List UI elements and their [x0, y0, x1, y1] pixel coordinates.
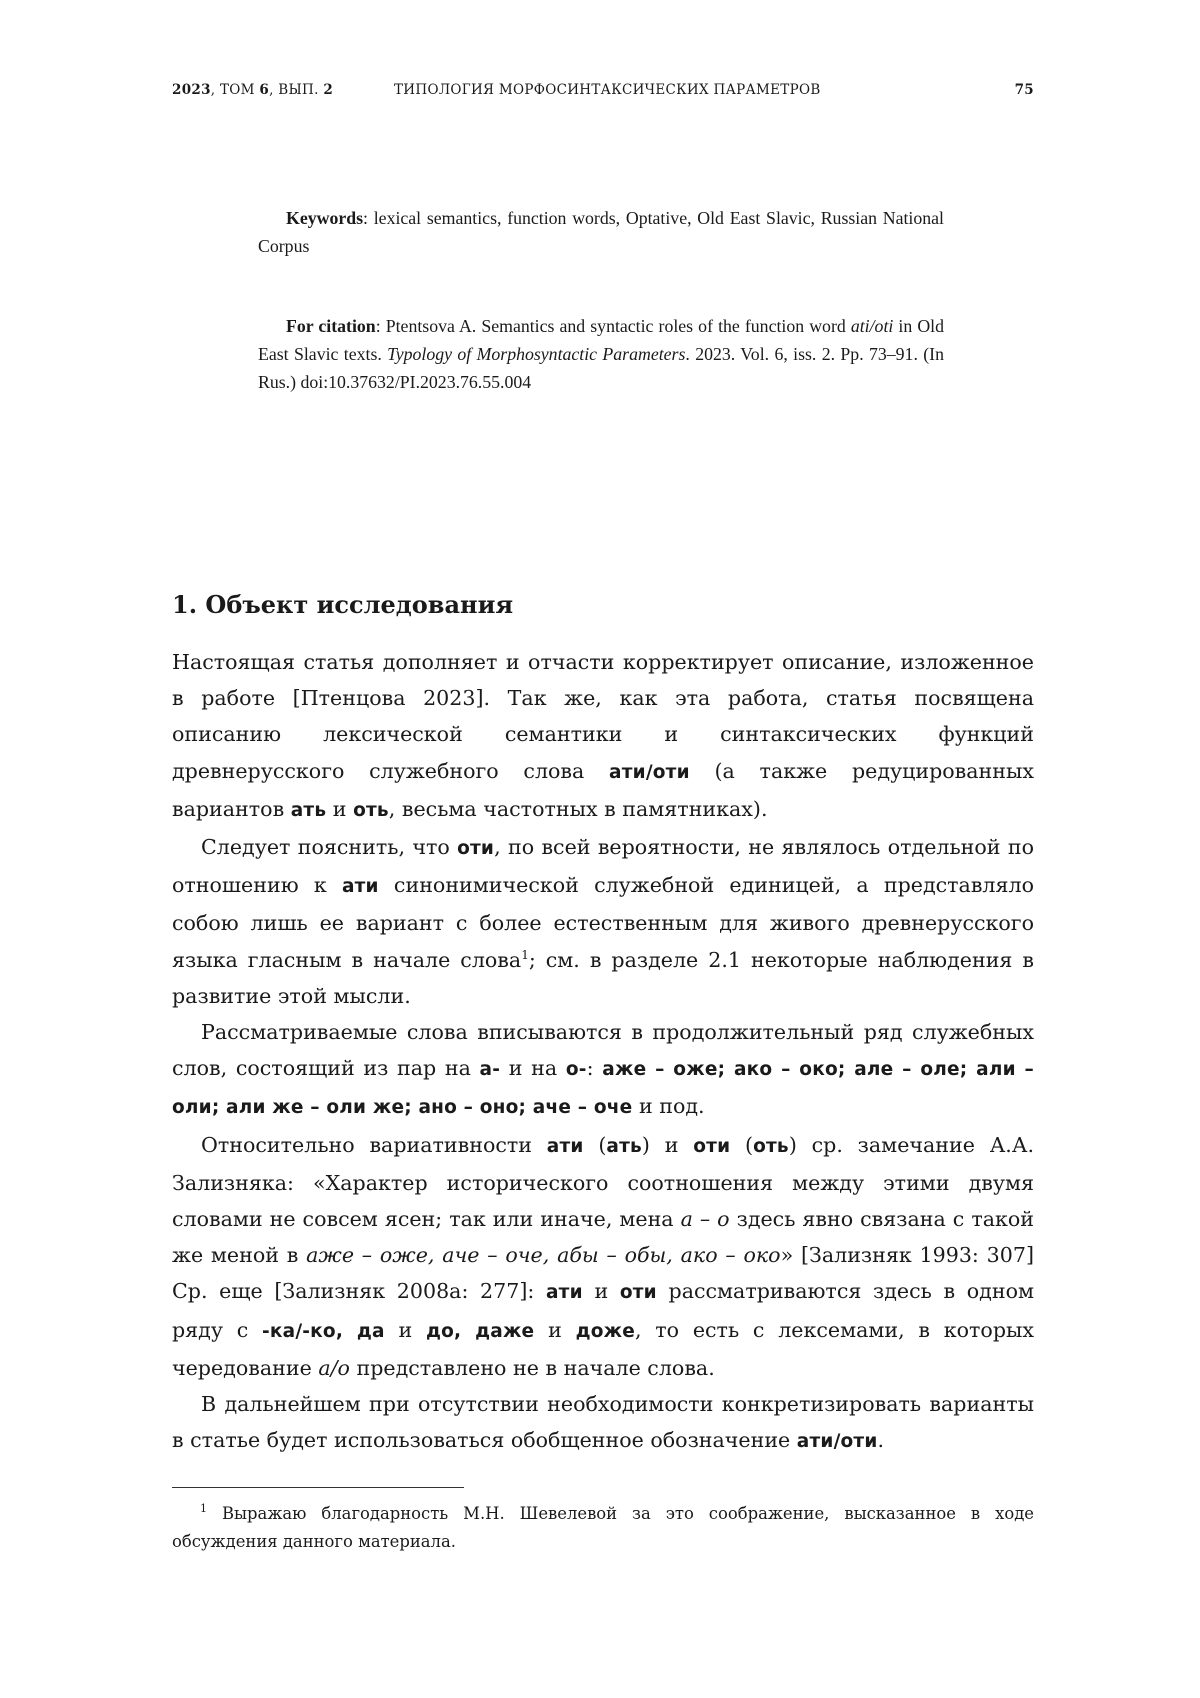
footnote-divider — [172, 1487, 464, 1488]
footnote-text: Выражаю благодарность М.Н. Шевелевой за это соображение, высказанное в ходе обсуждения данного материала. — [172, 1504, 1034, 1551]
footnote-ref: 1 — [521, 947, 529, 962]
paragraph-1: Настоящая статья дополняет и отчасти корректирует описание, изложенное в работе [Птенцова 2023]. Так же, как эта работа, статья посвящена описанию лексической семантики и синтаксических функций древнерусского служебного слова ати/оти (а также редуцированных вариантов ать и оть, весьма частотных в памятниках). — [172, 650, 1035, 821]
paragraph-2: Следует пояснить, что оти, по всей вероятности, не являлось отдельной по отношению к ати синонимической служебной единицей, а представляло собою лишь ее вариант с более естественным для живого древнерусского языка гласным в начале слова$^1$; см. в разделе 2.1 некоторые наблюдения в развитие этой мысли. — [172, 835, 1034, 1008]
citation-label: For citation — [286, 316, 376, 336]
section-heading: 1. Объект исследования — [172, 590, 514, 619]
paragraph-3: Рассматриваемые слова вписываются в продолжительный ряд служебных слов, состоящий из пар на а- и на о-: аже – оже; ако – око; але – оле; али – оли; али же – оли же; ано – оно; аче – оче и под. — [172, 1020, 1034, 1119]
paragraph-4: Относительно вариативности ати (ать) и оти (оть) ср. замечание А.А. Зализняка: «Характер исторического соотношения между этими двумя словами не совсем ясен; так или иначе, мена а – о здесь явно связана с такой же меной в аже – оже, аче – оче, абы – обы, ако – око» [Зализняк 1993: 307] Ср. еще [Зализняк 2008а: 277]: ати и оти рассматриваются здесь в одном ряду с -ка/-ко, да и до, даже и доже, то есть с лексемами, в которых чередование а/о представлено не в начале слова. — [172, 1132, 1035, 1380]
keywords-label: Keywords — [286, 208, 364, 228]
paragraph-5: В дальнейшем при отсутствии необходимости конкретизировать варианты в статье будет использоваться обобщенное обозначение ати/оти. — [172, 1392, 1034, 1453]
citation-block: For citation: Ptentsova A. Semantics and syntactic roles of the function word ati/oti in Old East Slavic texts. Typology of Morphosyntactic Parameters. 2023. Vol. 6, iss. 2. Pp. 73–91. (In Rus.) doi:10.37632/PI.2023.76.55.004 — [258, 316, 944, 392]
footnote-number: 1 — [200, 1502, 207, 1515]
keywords-block — [258, 204, 944, 260]
footnote — [172, 1500, 1034, 1556]
page-number: 75 — [1014, 82, 1034, 98]
body-text — [172, 644, 1034, 1460]
volume-issue: 2023, ТОМ 6, ВЫП. 2 — [172, 82, 334, 98]
keywords-text: : lexical semantics, function words, Optative, Old East Slavic, Russian National Corpus — [258, 208, 944, 256]
journal-title: ТИПОЛОГИЯ МОРФОСИНТАКСИЧЕСКИХ ПАРАМЕТРОВ — [394, 82, 821, 98]
citation-doi: . 2023. Vol. 6, iss. 2. Pp. 73–91. (In Rus.) doi:10.37632/PI.2023.76.55.004 — [258, 344, 944, 392]
running-header — [172, 82, 1034, 102]
